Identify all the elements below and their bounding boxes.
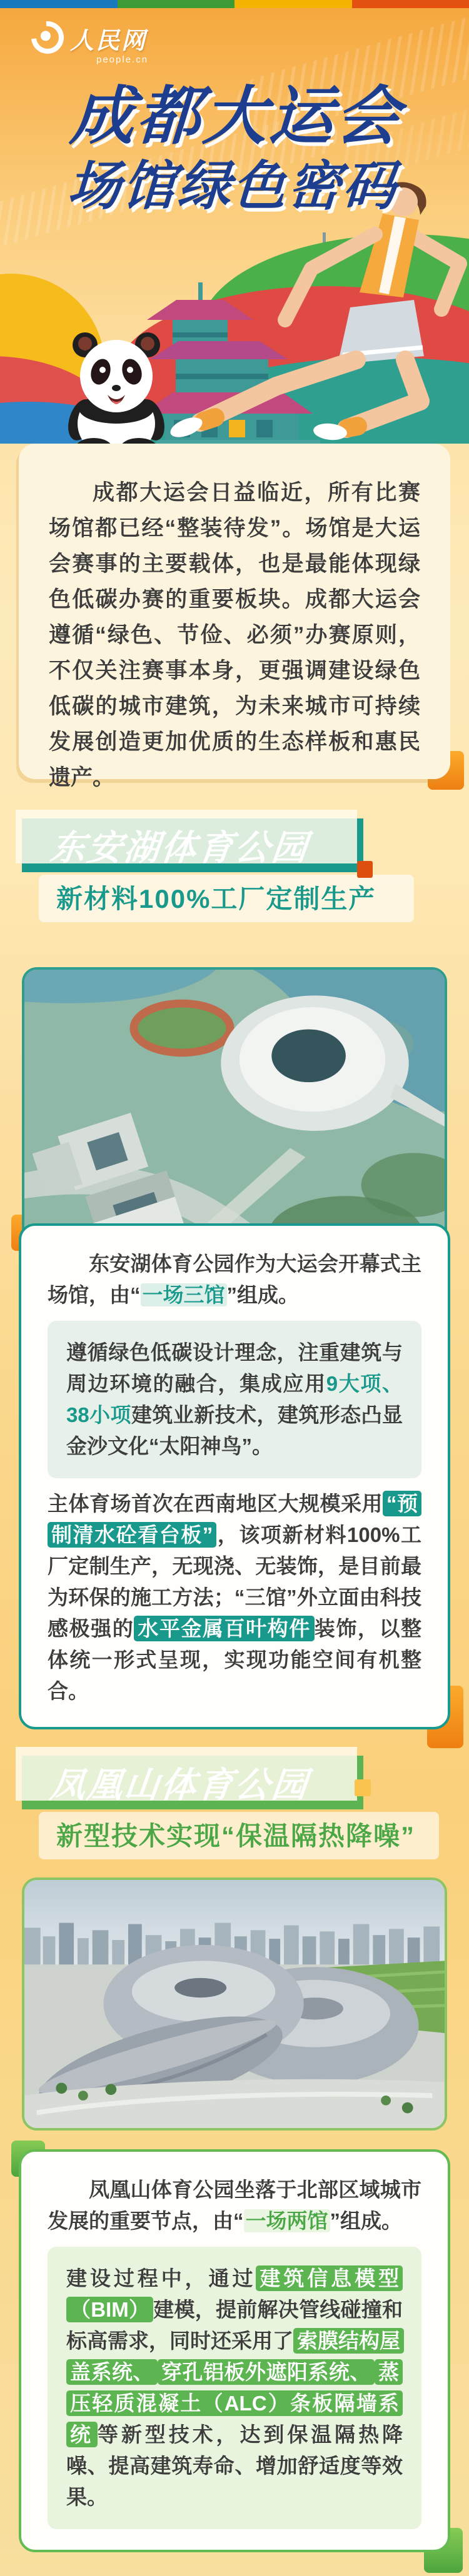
section1-paragraph-2	[48, 1488, 421, 1707]
text-segment: 建设过程中，通过	[66, 2267, 256, 2290]
topbar-yellow-segment	[234, 0, 352, 8]
intro-card	[19, 444, 450, 790]
text-segment: 建筑业新技术，建筑形态凸显金沙文化“太阳神鸟”。	[66, 1403, 403, 1458]
chip-alc-panel: 蒸压轻质混凝土（ALC）条板隔墙系统	[66, 2359, 403, 2447]
page-title	[0, 79, 469, 216]
people-cn-logo-icon	[24, 14, 70, 60]
yellow-square-decor	[355, 1779, 371, 1796]
section1-banner	[22, 818, 363, 872]
brand-name: 人民网	[70, 28, 148, 54]
section2-banner	[22, 1756, 363, 1809]
section2-paragraph-1	[48, 2174, 421, 2237]
section1-note-box	[48, 1321, 421, 1478]
text-segment: 东安湖体育公园作为大运会开幕式主场馆，由“	[48, 1252, 421, 1306]
chip-bim: 建筑信息模型（BIM）	[66, 2265, 403, 2322]
chip-precast-concrete: “预制清水砼看台板”	[48, 1491, 421, 1548]
chip-perforated-aluminum: 穿孔铝板外遮阳系统、	[158, 2359, 375, 2385]
text-segment: 凤凰山体育公园坐落于北部区域城市发展的重要节点，由“	[48, 2178, 421, 2232]
highlight-tech-counts: 9大项、38小项	[66, 1372, 403, 1426]
section1-paragraph-1	[48, 1248, 421, 1311]
chip-metal-louver: 水平金属百叶构件	[134, 1616, 315, 1641]
topbar-orange-segment	[352, 0, 469, 8]
section1-banner-label: 东安湖体育公园	[48, 828, 311, 867]
highlight-one-stadium-three-halls: 一场三馆	[141, 1283, 227, 1306]
chip-cable-membrane-roof: 索膜结构屋盖系统、	[66, 2328, 404, 2385]
text-segment: 遵循绿色低碳设计理念，注重建筑与周边环境的融合，集成应用	[66, 1341, 403, 1395]
text-segment: 等新型技术，达到保温隔热降噪、提高建筑寿命、增加舒适度等效果。	[66, 2423, 403, 2509]
top-color-bar	[0, 0, 469, 8]
people-cn-logo	[31, 21, 148, 65]
section2-card	[19, 2149, 450, 2552]
page-title-line1: 成都大运会	[68, 81, 404, 152]
section2-note-text	[66, 2263, 403, 2513]
section1-card	[19, 1223, 450, 1729]
section1-note-text	[66, 1337, 403, 1462]
text-segment: 主体育场首次在西南地区大规模采用	[48, 1492, 383, 1515]
photo-fenghuangshan-aerial	[22, 1877, 447, 2131]
text-segment: 装饰，以整体统一形式呈现，实现功能空间有机整合。	[48, 1617, 421, 1703]
section2-banner-label: 凤凰山体育公园	[48, 1765, 311, 1804]
text-segment: 建模，提前解决管线碰撞和标高需求，同时还采用了	[66, 2298, 403, 2352]
fenghuangshan-photo-graphic	[24, 1880, 445, 2128]
section2-subtitle: 新型技术实现“保温隔热降噪”	[39, 1812, 439, 1859]
topbar-green-segment	[118, 0, 235, 8]
highlight-one-stadium-two-halls: 一场两馆	[244, 2209, 330, 2232]
section1-subtitle: 新材料100%工厂定制生产	[39, 875, 414, 922]
text-segment: ”组成。	[330, 2209, 402, 2232]
page-title-line2: 场馆绿色密码	[66, 157, 400, 217]
intro-paragraph: 成都大运会日益临近，所有比赛场馆都已经“整装待发”。场馆是大运会赛事的主要载体，也是最能体现绿色低碳办赛的重要板块。成都大运会遵循“绿色、节俭、必须”办赛原则，不仅关注赛事本身，更强调建设绿色低碳的城市建筑，为未来城市可持续发展创造更加优质的生态样板和惠民遗产。	[49, 480, 420, 790]
text-segment: ，该项新材料100%工厂定制生产，无现浇、无装饰，是目前最为环保的施工方法；“三馆”外立面由科技感极强的	[48, 1523, 421, 1640]
section2-note-box	[48, 2247, 421, 2529]
red-square-decor	[357, 861, 373, 878]
brand-domain: people.cn	[96, 54, 149, 65]
text-segment: ”组成。	[226, 1283, 299, 1306]
topbar-blue-segment	[0, 0, 118, 8]
